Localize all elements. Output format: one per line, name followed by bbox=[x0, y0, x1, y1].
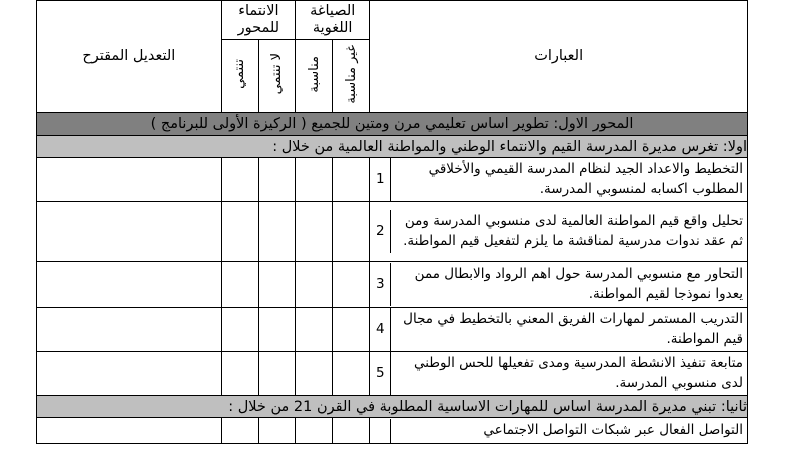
rate-cell-not-belong[interactable] bbox=[258, 202, 295, 262]
rate-cell-suitable[interactable] bbox=[296, 418, 333, 444]
rate-cell-not-belong[interactable] bbox=[258, 158, 295, 202]
table-row bbox=[37, 202, 748, 262]
statement-body: التخطيط والاعداد الجيد لنظام المدرسة القيمي والأخلاقي المطلوب اكسابه لمنسوبي المدرسة. bbox=[391, 158, 747, 201]
rate-cell-not-suitable[interactable] bbox=[333, 262, 370, 308]
suggested-edit-cell[interactable] bbox=[37, 418, 222, 444]
suggested-edit-cell[interactable] bbox=[37, 352, 222, 396]
statement-text bbox=[370, 352, 748, 396]
subband-two-row bbox=[37, 396, 748, 418]
statement-number: 1 bbox=[376, 170, 385, 187]
rate-cell-belong[interactable] bbox=[221, 158, 258, 202]
axis-one-band: المحور الاول: تطوير اساس تعليمي مرن ومتين للجميع ( الركيزة الأولى للبرنامج ) bbox=[37, 113, 748, 136]
suggested-edit-cell[interactable] bbox=[37, 202, 222, 262]
sub-one-band: اولا: تغرس مديرة المدرسة القيم والانتماء الوطني والمواطنة العالمية من خلال : bbox=[37, 136, 748, 158]
axis-band-row bbox=[37, 113, 748, 136]
header-rate-belong bbox=[221, 40, 258, 113]
table-row bbox=[37, 352, 748, 396]
rate-cell-suitable[interactable] bbox=[296, 308, 333, 352]
rate-cell-belong[interactable] bbox=[221, 308, 258, 352]
rate-cell-not-suitable[interactable] bbox=[333, 308, 370, 352]
statement-text bbox=[370, 262, 748, 308]
table-row bbox=[37, 262, 748, 308]
rate-cell-not-suitable[interactable] bbox=[333, 352, 370, 396]
rate-cell-belong[interactable] bbox=[221, 262, 258, 308]
statement-text bbox=[370, 418, 748, 444]
table-row bbox=[37, 308, 748, 352]
statement-text bbox=[370, 308, 748, 352]
statement-body: تحليل واقع قيم المواطنة العالمية لدى منسوبي المدرسة ومن ثم عقد ندوات مدرسية لمناقشة ما يلزم لتفعيل قيم المواطنة. bbox=[391, 210, 747, 253]
table-row bbox=[37, 158, 748, 202]
evaluation-table bbox=[36, 0, 748, 444]
statement-text bbox=[370, 202, 748, 262]
table-row bbox=[37, 418, 748, 444]
rate-cell-belong[interactable] bbox=[221, 418, 258, 444]
statement-body: متابعة تنفيذ الانشطة المدرسية ومدى تفعيلها للحس الوطني لدى منسوبي المدرسة. bbox=[391, 352, 747, 395]
rate-cell-suitable[interactable] bbox=[296, 352, 333, 396]
header-rate-not-suitable-label: غير مناسبة bbox=[343, 44, 359, 104]
rate-cell-not-belong[interactable] bbox=[258, 308, 295, 352]
header-language-group: الصياغة اللغوية bbox=[296, 1, 370, 40]
subband-one-row bbox=[37, 136, 748, 158]
rate-cell-suitable[interactable] bbox=[296, 202, 333, 262]
statement-number: 5 bbox=[376, 365, 385, 382]
rate-cell-not-suitable[interactable] bbox=[333, 202, 370, 262]
header-rate-not-belong-label: لا تنتمي bbox=[269, 53, 285, 95]
header-axis-group: الانتماء للمحور bbox=[221, 1, 295, 40]
statement-number: 3 bbox=[376, 275, 385, 292]
statement-body: التواصل الفعال عبر شبكات التواصل الاجتماعي bbox=[391, 419, 747, 443]
rate-cell-belong[interactable] bbox=[221, 202, 258, 262]
statement-body: التدريب المستمر لمهارات الفريق المعني بالتخطيط في مجال قيم المواطنة. bbox=[391, 308, 747, 351]
statement-text bbox=[370, 158, 748, 202]
rate-cell-belong[interactable] bbox=[221, 352, 258, 396]
header-rate-not-belong bbox=[258, 40, 295, 113]
sub-two-band: ثانيا: تبني مديرة المدرسة اساس للمهارات الاساسية المطلوبة في القرن 21 من خلال : bbox=[37, 396, 748, 418]
rate-cell-not-belong[interactable] bbox=[258, 352, 295, 396]
statement-number: 2 bbox=[376, 222, 385, 239]
header-rate-not-suitable bbox=[333, 40, 370, 113]
rate-cell-not-suitable[interactable] bbox=[333, 158, 370, 202]
header-rate-suitable bbox=[296, 40, 333, 113]
header-rate-belong-label: تنتمي bbox=[232, 59, 248, 89]
header-statements: العبارات bbox=[370, 1, 748, 113]
statement-number bbox=[370, 419, 391, 443]
rate-cell-suitable[interactable] bbox=[296, 158, 333, 202]
statement-body: التحاور مع منسوبي المدرسة حول اهم الرواد والابطال ممن يعدوا نموذجا لقيم المواطنة. bbox=[391, 263, 747, 306]
rate-cell-not-belong[interactable] bbox=[258, 418, 295, 444]
header-suggested-edit: التعديل المقترح bbox=[37, 1, 222, 113]
table-header-groups bbox=[37, 1, 748, 40]
rate-cell-suitable[interactable] bbox=[296, 262, 333, 308]
statement-number: 4 bbox=[376, 320, 385, 337]
rate-cell-not-belong[interactable] bbox=[258, 262, 295, 308]
rate-cell-not-suitable[interactable] bbox=[333, 418, 370, 444]
suggested-edit-cell[interactable] bbox=[37, 158, 222, 202]
suggested-edit-cell[interactable] bbox=[37, 262, 222, 308]
header-rate-suitable-label: مناسبة bbox=[306, 55, 322, 93]
suggested-edit-cell[interactable] bbox=[37, 308, 222, 352]
